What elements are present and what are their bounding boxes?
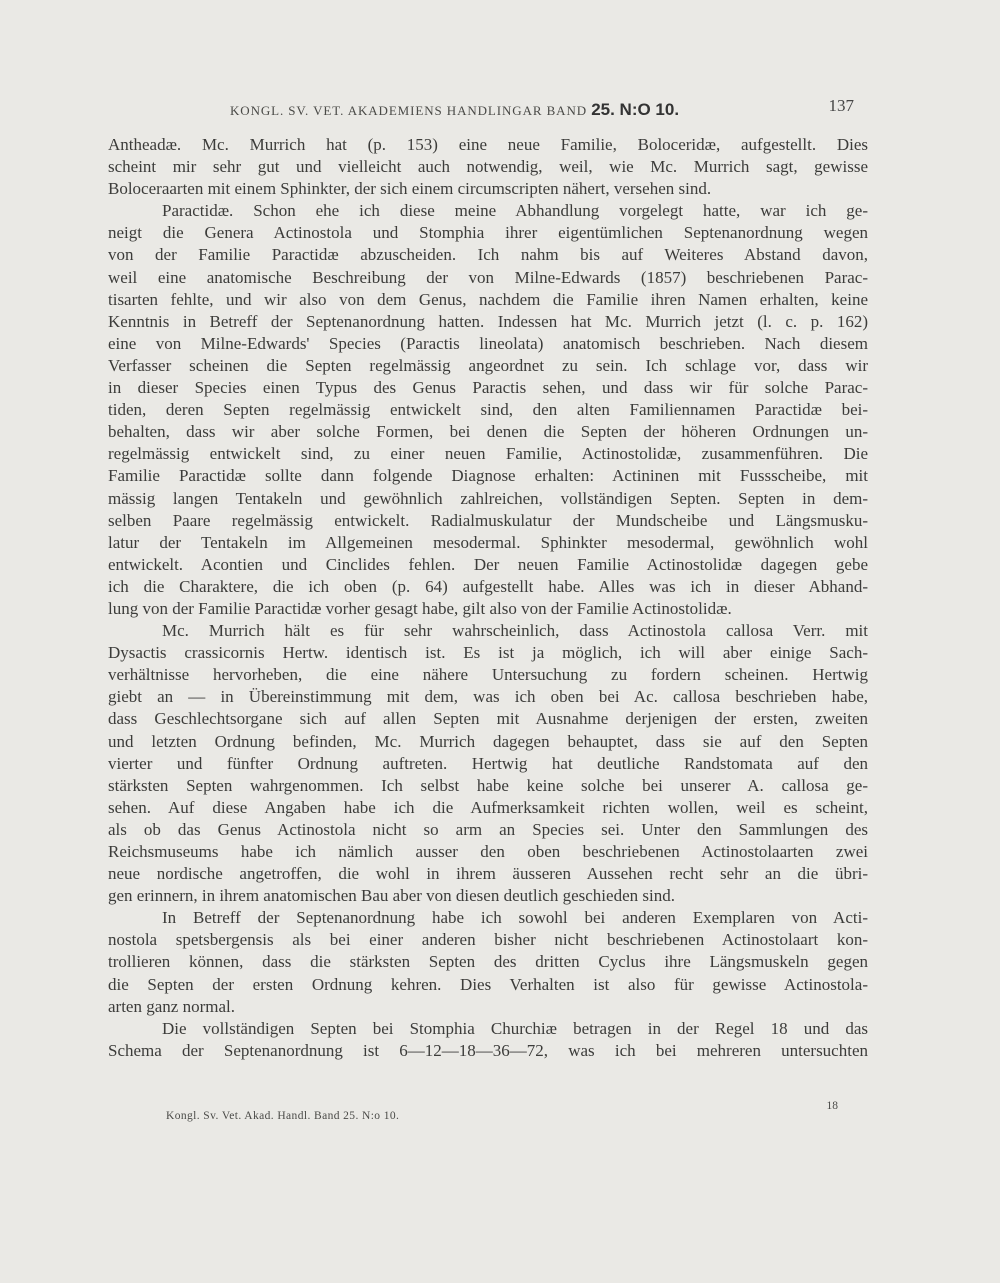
volume-number: 25. N:O 10.	[591, 100, 680, 119]
text-line: als ob das Genus Actinostola nicht so arm an Species sei. Unter den Sammlungen des	[108, 819, 868, 839]
text-line: weil eine anatomische Beschreibung der von Milne-Edwards (1857) beschriebenen Parac-	[108, 267, 868, 287]
text-line: ich die Charaktere, die ich oben (p. 64) aufgestellt habe. Alles was ich in dieser Abhand-	[108, 576, 868, 596]
text-line: Die vollständigen Septen bei Stomphia Churchiæ betragen in der Regel 18 und das	[162, 1018, 868, 1038]
running-head-title: KONGL. SV. VET. AKADEMIENS HANDLINGAR BAND	[230, 103, 588, 118]
text-line: neigt die Genera Actinostola und Stomphia ihrer eigentümlichen Septenanordnung wegen	[108, 223, 868, 243]
text-line: mässig langen Tentakeln und gewöhnlich zahlreichen, vollständigen Septen. Septen in dem-	[108, 488, 868, 508]
text-line: regelmässig entwickelt sind, zu einer neuen Familie, Actinostolidæ, zusammenführen. Die	[108, 444, 868, 464]
text-line: gen erinnern, in ihrem anatomischen Bau aber von diesen deutlich geschieden sind.	[108, 886, 675, 906]
text-line: sehen. Auf diese Angaben habe ich die Aufmerksamkeit richten wollen, weil es scheint,	[108, 797, 868, 817]
body-text	[108, 134, 868, 1062]
text-line: behalten, dass wir aber solche Formen, bei denen die Septen der höheren Ordnungen un-	[108, 422, 868, 442]
text-line: Kenntnis in Betreff der Septenanordnung hatten. Indessen hat Mc. Murrich jetzt (l. c. p. 162)	[108, 311, 868, 331]
sheet-signature: 18	[826, 1100, 838, 1112]
text-line: entwickelt. Acontien und Cinclides fehlen. Der neuen Familie Actinostolidæ dagegen gebe	[108, 554, 868, 574]
page-number: 137	[828, 96, 854, 115]
text-line: Verfasser scheinen die Septen regelmässig angeordnet zu sein. Ich schlage vor, dass wir	[108, 355, 868, 375]
text-line: und letzten Ordnung befinden, Mc. Murrich dagegen behauptet, dass sie auf den Septen	[108, 731, 868, 751]
text-line: latur der Tentakeln im Allgemeinen mesodermal. Sphinkter mesodermal, gewöhnlich wohl	[108, 532, 868, 552]
text-line: Reichsmuseums habe ich nämlich ausser den oben beschriebenen Actinostolaarten zwei	[108, 842, 868, 861]
text-line: Schema der Septenanordnung ist 6—12—18—36—72, was ich bei mehreren untersuchten	[108, 1040, 868, 1060]
text-line: In Betreff der Septenanordnung habe ich sowohl bei anderen Exemplaren von Acti-	[162, 908, 868, 928]
text-line: giebt an — in Übereinstimmung mit dem, was ich oben bei Ac. callosa beschrieben habe,	[108, 687, 868, 707]
text-line: nostola spetsbergensis als bei einer anderen bisher nicht beschriebenen Actinostolaart kon-	[108, 930, 868, 950]
text-line: Dysactis crassicornis Hertw. identisch ist. Es ist ja möglich, ich will aber einige Sach-	[108, 643, 868, 663]
text-line: neue nordische angetroffen, die wohl in ihrem äusseren Aussehen recht sehr an die übri-	[108, 864, 868, 884]
text-line: die Septen der ersten Ordnung kehren. Dies Verhalten ist also für gewisse Actinostola-	[108, 974, 868, 994]
text-line: Mc. Murrich hält es für sehr wahrscheinlich, dass Actinostola callosa Verr. mit	[162, 621, 868, 641]
page-footer	[108, 1100, 868, 1130]
text-line: in dieser Species einen Typus des Genus Paractis sehen, und dass wir für solche Parac-	[108, 378, 868, 398]
text-line: vierter und fünfter Ordnung auftreten. Hertwig hat deutliche Randstomata auf den	[108, 753, 868, 773]
page-header	[108, 96, 868, 126]
text-line: dass Geschlechtsorgane sich auf allen Septen mit Ausnahme derjenigen der ersten, zweiten	[108, 709, 868, 729]
text-line: Familie Paractidæ sollte dann folgende Diagnose erhalten: Actininen mit Fussscheibe, mit	[108, 466, 868, 486]
footer-reference: Kongl. Sv. Vet. Akad. Handl. Band 25. N:o 10.	[166, 1110, 400, 1122]
text-line: Boloceraarten mit einem Sphinkter, der sich einem circumscripten nähert, versehen sind.	[108, 179, 712, 199]
text-line: lung von der Familie Paractidæ vorher gesagt habe, gilt also von der Familie Actinostolidæ.	[108, 598, 732, 618]
text-line: selben Paare regelmässig entwickelt. Radialmuskulatur der Mundscheibe und Längsmusku-	[108, 510, 868, 530]
text-line: von der Familie Paractidæ abzuscheiden. Ich nahm bis auf Weiteres Abstand davon,	[108, 245, 868, 265]
text-line: tisarten fehlte, und wir also von dem Genus, nachdem die Familie ihren Namen erhalten, keine	[108, 289, 868, 309]
running-head	[230, 100, 679, 120]
text-line: tiden, deren Septen regelmässig entwickelt sind, den alten Familiennamen Paractidæ bei-	[108, 400, 868, 420]
text-line: scheint mir sehr gut und vielleicht auch notwendig, weil, wie Mc. Murrich sagt, gewisse	[108, 157, 868, 177]
text-line: Paractidæ. Schon ehe ich diese meine Abhandlung vorgelegt hatte, war ich ge-	[162, 201, 868, 221]
text-line: Antheadæ. Mc. Murrich hat (p. 153) eine neue Familie, Boloceridæ, aufgestellt. Dies	[108, 135, 868, 154]
text-line: stärksten Septen wahrgenommen. Ich selbst habe keine solche bei unserer A. callosa ge-	[108, 775, 868, 795]
text-line: eine von Milne-Edwards' Species (Paractis lineolata) anatomisch beschrieben. Nach diesem	[108, 333, 868, 353]
text-line: trollieren können, dass die stärksten Septen des dritten Cyclus ihre Längsmuskeln gegen	[108, 952, 868, 972]
text-line: arten ganz normal.	[108, 996, 235, 1016]
text-line: verhältnisse hervorheben, die eine nähere Untersuchung zu fordern scheinen. Hertwig	[108, 665, 868, 685]
